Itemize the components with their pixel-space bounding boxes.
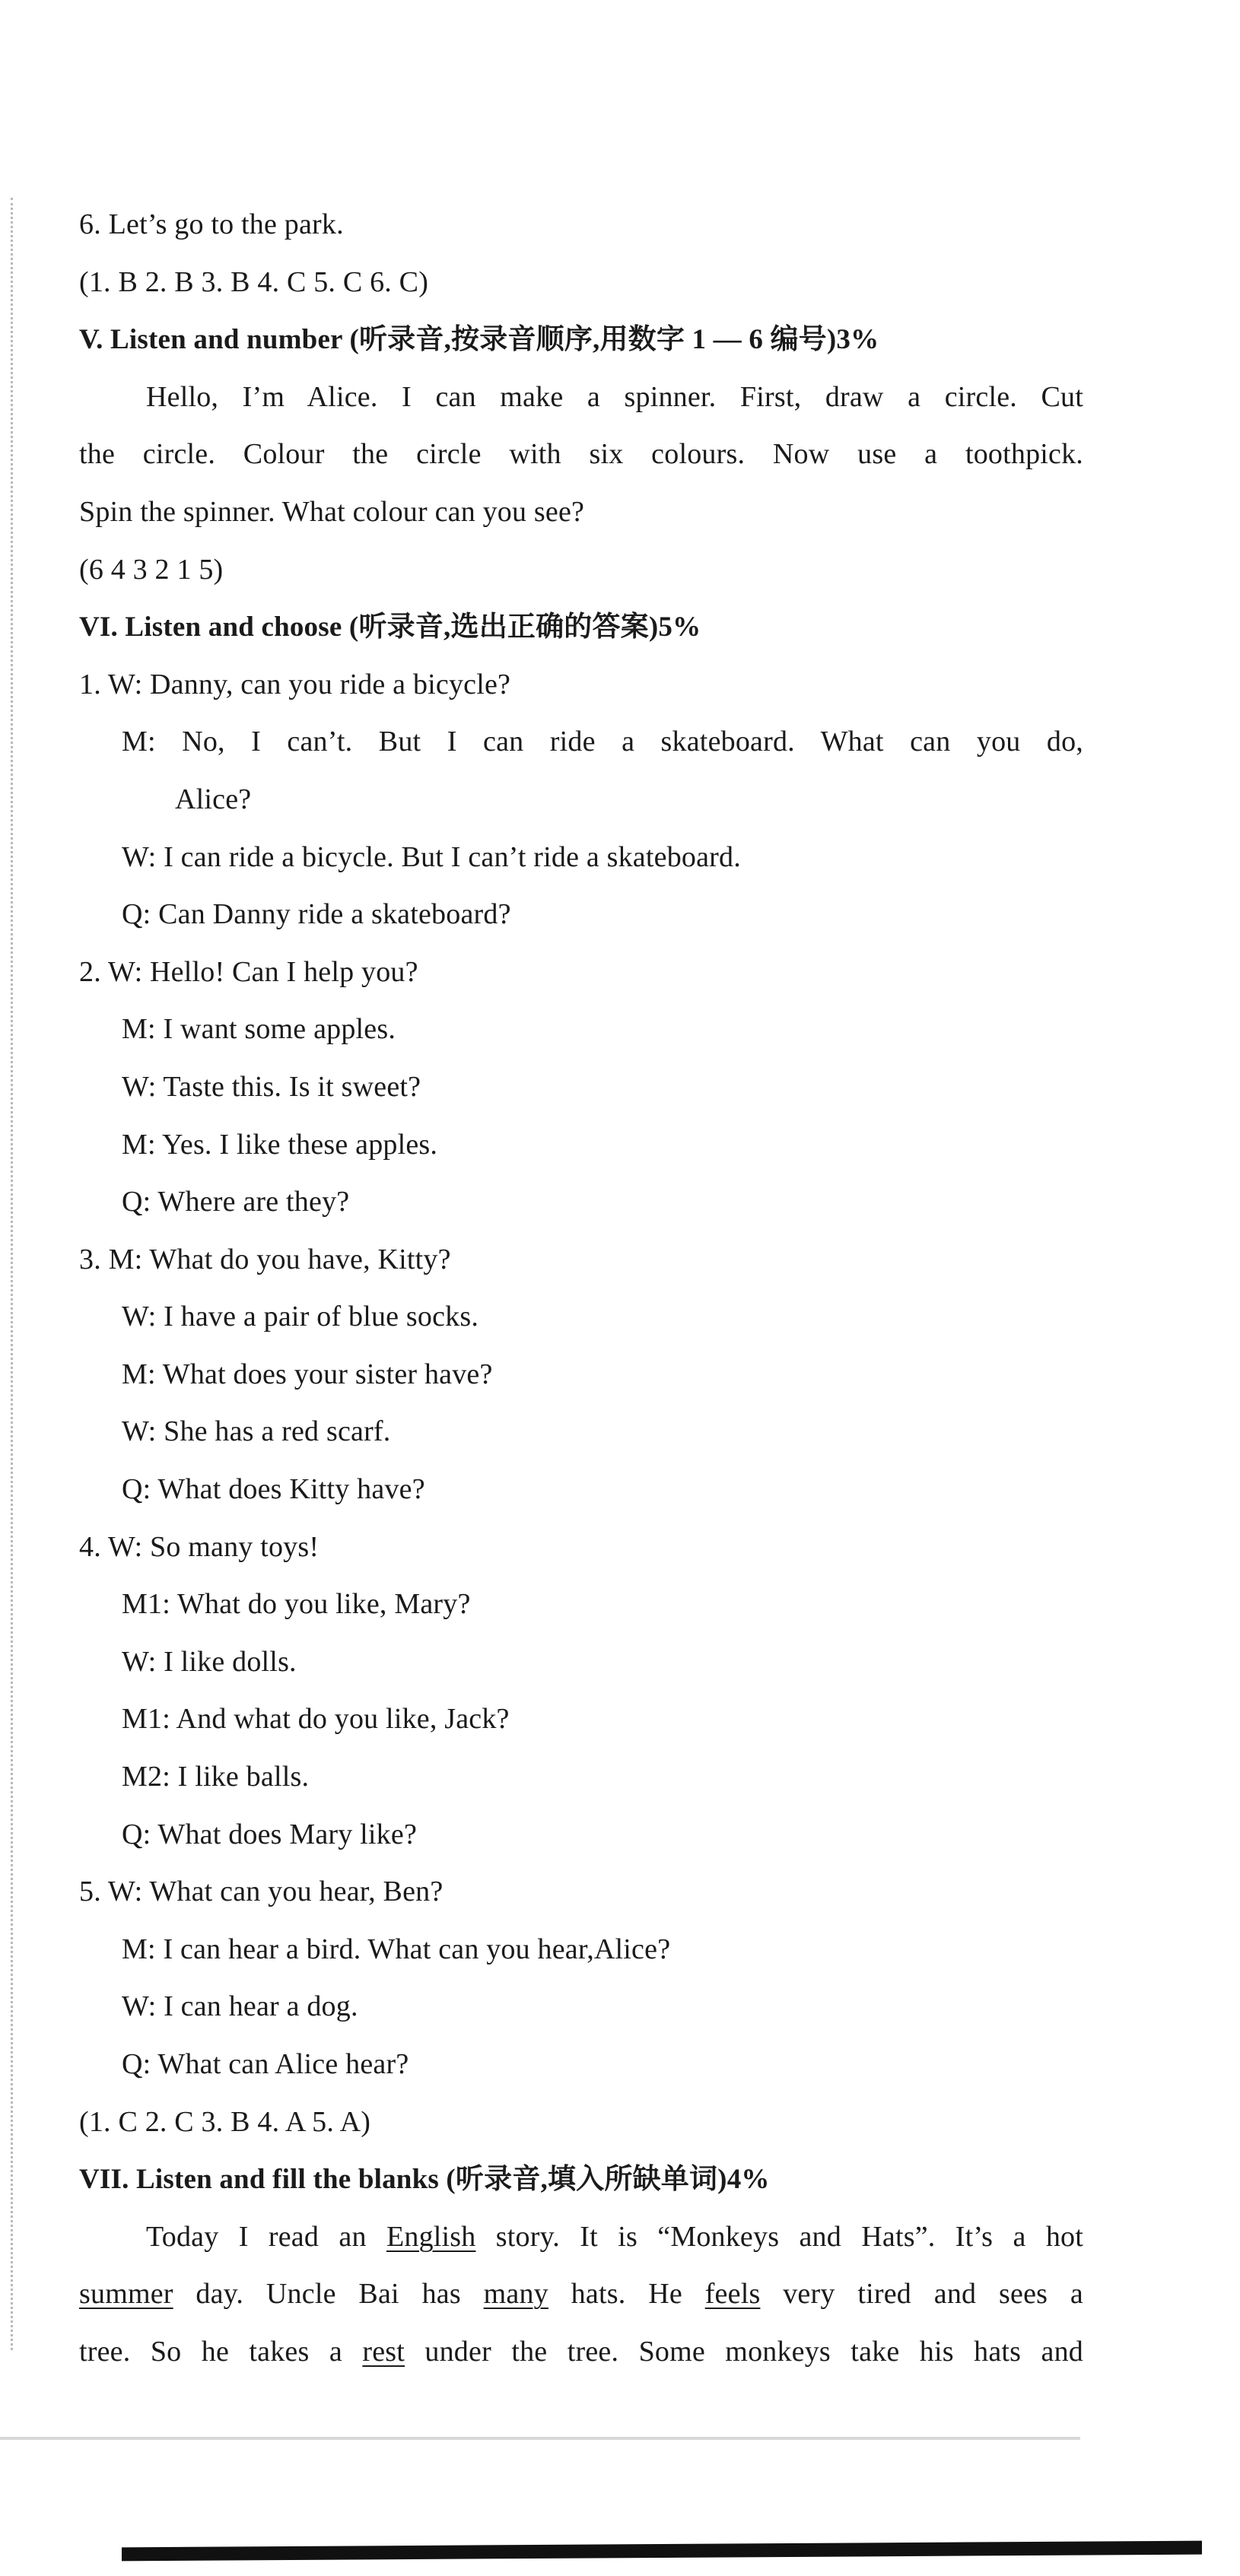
text-line: 4. W: So many toys!	[79, 1530, 320, 1563]
text-line: 1. W: Danny, can you ride a bicycle?	[79, 668, 511, 700]
text-line: 2. W: Hello! Can I help you?	[79, 955, 418, 988]
blank-answer-english: English	[386, 2220, 476, 2253]
story-line-2: summer day. Uncle Bai has many hats. He feels very tired and sees a	[79, 2278, 1083, 2311]
text-line: M: I want some apples.	[122, 1013, 396, 1046]
text-line: the circle. Colour the circle with six colours. Now use a toothpick.	[79, 438, 1083, 471]
text-line: (1. B 2. B 3. B 4. C 5. C 6. C)	[79, 265, 429, 298]
text-line: Q: What does Kitty have?	[122, 1473, 425, 1506]
text-line: Hello, I’m Alice. I can make a spinner. First, draw a circle. Cut	[146, 380, 1083, 413]
text-line: Alice?	[175, 783, 252, 815]
text-line: M2: I like balls.	[122, 1761, 310, 1793]
text-line: 6. Let’s go to the park.	[79, 208, 344, 240]
text-line: Spin the spinner. What colour can you see?	[79, 495, 585, 528]
section-heading: VI. Listen and choose (听录音,选出正确的答案)5%	[79, 611, 701, 643]
text-line: (6 4 3 2 1 5)	[79, 553, 224, 586]
text-line: W: I have a pair of blue socks.	[122, 1301, 479, 1333]
text-lines	[79, 196, 1083, 2209]
text-line: M: Yes. I like these apples.	[122, 1128, 438, 1161]
page-bottom-rule	[0, 2437, 1080, 2440]
story-line-3: tree. So he takes a rest under the tree. Some monkeys take his hats and	[79, 2335, 1083, 2368]
section-heading: V. Listen and number (听录音,按录音顺序,用数字 1 — 6 编号)3%	[79, 324, 879, 356]
text-line: 5. W: What can you hear, Ben?	[79, 1876, 444, 1908]
text-line: Q: Can Danny ride a skateboard?	[122, 898, 511, 931]
section-heading: VII. Listen and fill the blanks (听录音,填入所缺单词)4%	[79, 2164, 770, 2196]
blank-answer-rest: rest	[362, 2335, 405, 2368]
text-line: W: Taste this. Is it sweet?	[122, 1070, 421, 1103]
text-line: M: What does your sister have?	[122, 1358, 493, 1390]
text-line: Q: Where are they?	[122, 1186, 350, 1218]
text-line: Q: What can Alice hear?	[122, 2048, 409, 2080]
text-line: M: I can hear a bird. What can you hear,Alice?	[122, 1933, 671, 1965]
text-line: M1: And what do you like, Jack?	[122, 1703, 510, 1736]
text-line: W: I can hear a dog.	[122, 1990, 358, 2023]
text-line: M1: What do you like, Mary?	[122, 1588, 471, 1621]
blank-answer-feels: feels	[704, 2278, 761, 2311]
answer-key-content	[79, 196, 1083, 2381]
text-line: (1. C 2. C 3. B 4. A 5. A)	[79, 2105, 371, 2138]
text-line: W: I can ride a bicycle. But I can’t ride a skateboard.	[122, 840, 741, 873]
text-line: W: I like dolls.	[122, 1645, 297, 1678]
page-edge-bar	[122, 2541, 1202, 2562]
binding-margin-dots	[11, 198, 13, 2350]
blank-answer-summer: summer	[79, 2278, 173, 2311]
text-line: W: She has a red scarf.	[122, 1415, 391, 1448]
story-line-1: Today I read an English story. It is “Monkeys and Hats”. It’s a hot	[146, 2220, 1083, 2253]
text-line: M: No, I can’t. But I can ride a skateboard. What can you do,	[122, 726, 1083, 758]
text-line: Q: What does Mary like?	[122, 1818, 418, 1850]
blank-answer-many: many	[483, 2278, 548, 2311]
text-line: 3. M: What do you have, Kitty?	[79, 1243, 451, 1275]
